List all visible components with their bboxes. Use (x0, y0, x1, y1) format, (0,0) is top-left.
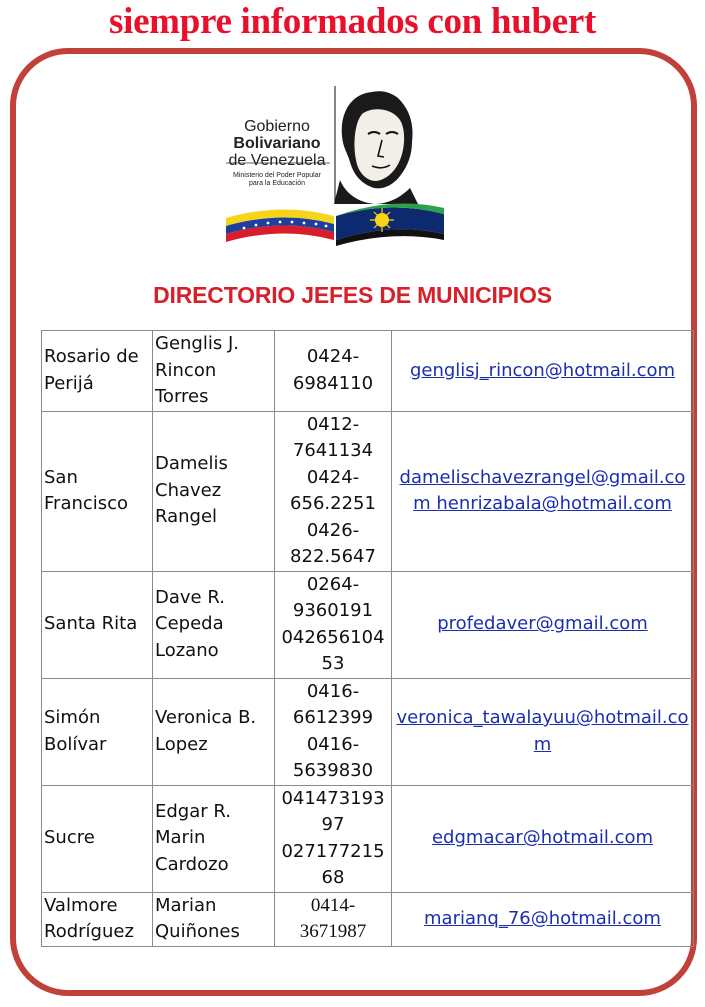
email-cell (392, 331, 694, 412)
telefono-line: 6612399 (292, 707, 374, 728)
telefono-line: 9360191 (292, 600, 374, 621)
table-row (42, 411, 694, 571)
telefono-cell (275, 678, 392, 785)
email-cell (392, 785, 694, 892)
telefono-line: 0416- (306, 733, 360, 755)
telefono-line: 53 (321, 653, 345, 674)
telefono-cell (275, 571, 392, 678)
logo-line-bolivariano: Bolivariano (233, 135, 321, 152)
telefono-line: 0264- (306, 573, 360, 595)
telefono-line: 7641134 (292, 440, 374, 461)
book-icon (336, 204, 444, 247)
jefe-cell: Edgar R. Marin Cardozo (153, 785, 275, 892)
telefono-line: 822.5647 (290, 546, 376, 567)
municipio-cell: Valmore Rodríguez (42, 892, 153, 946)
telefono-line: 027177215 (281, 840, 385, 862)
telefono-line: 042656104 (281, 626, 385, 648)
telefono-cell (275, 411, 392, 571)
municipio-cell: Santa Rita (42, 571, 153, 678)
telefono-line: 3671987 (299, 921, 367, 942)
flag-icon (226, 209, 334, 242)
telefono-cell (275, 785, 392, 892)
table-row (42, 892, 694, 946)
telefono-line: 0412- (306, 413, 360, 435)
telefono-line: 0426- (306, 519, 360, 541)
email-link[interactable]: marianq_76@hotmail.com (424, 907, 661, 929)
email-link[interactable]: damelischavezrangel@gmail.com henrizabala@hotmail.com (399, 466, 686, 514)
email-link[interactable]: edgmacar@hotmail.com (431, 827, 654, 849)
table-row (42, 785, 694, 892)
banner-heading: siempre informados con hubert (108, 1, 597, 42)
email-link[interactable]: genglisj_rincon@hotmail.com (409, 359, 676, 381)
telefono-line: 0416- (306, 680, 360, 702)
municipio-cell: Sucre (42, 785, 153, 892)
municipio-cell: San Francisco (42, 411, 153, 571)
email-cell (392, 411, 694, 571)
telefono-line: 0424- (306, 466, 360, 488)
ministry-logo (222, 84, 452, 254)
logo-line-ministerio: Ministerio del Poder Popular (233, 172, 321, 179)
municipio-cell: Rosario de Perijá (42, 331, 153, 412)
logo-line-gobierno: Gobierno (244, 118, 310, 135)
telefono-cell (275, 892, 392, 946)
table-row (42, 571, 694, 678)
jefe-cell: Genglis J. Rincon Torres (153, 331, 275, 412)
directory-table (41, 330, 694, 947)
email-cell (392, 892, 694, 946)
telefono-line: 656.2251 (290, 493, 376, 514)
telefono-line: 0424- (306, 346, 360, 368)
jefe-cell: Damelis Chavez Rangel (153, 411, 275, 571)
email-link[interactable]: veronica_tawalayuu@hotmail.com (396, 707, 689, 755)
jefe-cell: Marian Quiñones (153, 892, 275, 946)
logo-line-venezuela: de Venezuela (228, 152, 326, 169)
email-cell (392, 571, 694, 678)
municipio-cell: Simón Bolívar (42, 678, 153, 785)
telefono-line: 97 (321, 814, 345, 835)
jefe-cell: Veronica B. Lopez (153, 678, 275, 785)
telefono-line: 5639830 (292, 760, 374, 781)
telefono-line: 0414- (310, 895, 356, 916)
table-row (42, 331, 694, 412)
email-cell (392, 678, 694, 785)
logo-line-educacion: para la Educación (248, 180, 306, 187)
jefe-cell: Dave R. Cepeda Lozano (153, 571, 275, 678)
email-link[interactable]: profedaver@gmail.com (437, 613, 648, 635)
telefono-cell (275, 331, 392, 412)
telefono-line: 6984110 (292, 372, 374, 394)
telefono-line: 041473193 (281, 787, 385, 809)
telefono-line: 68 (321, 867, 345, 888)
bolivar-portrait-icon (334, 91, 418, 204)
table-row (42, 678, 694, 785)
page-title: DIRECTORIO JEFES DE MUNICIPIOS (153, 282, 552, 308)
